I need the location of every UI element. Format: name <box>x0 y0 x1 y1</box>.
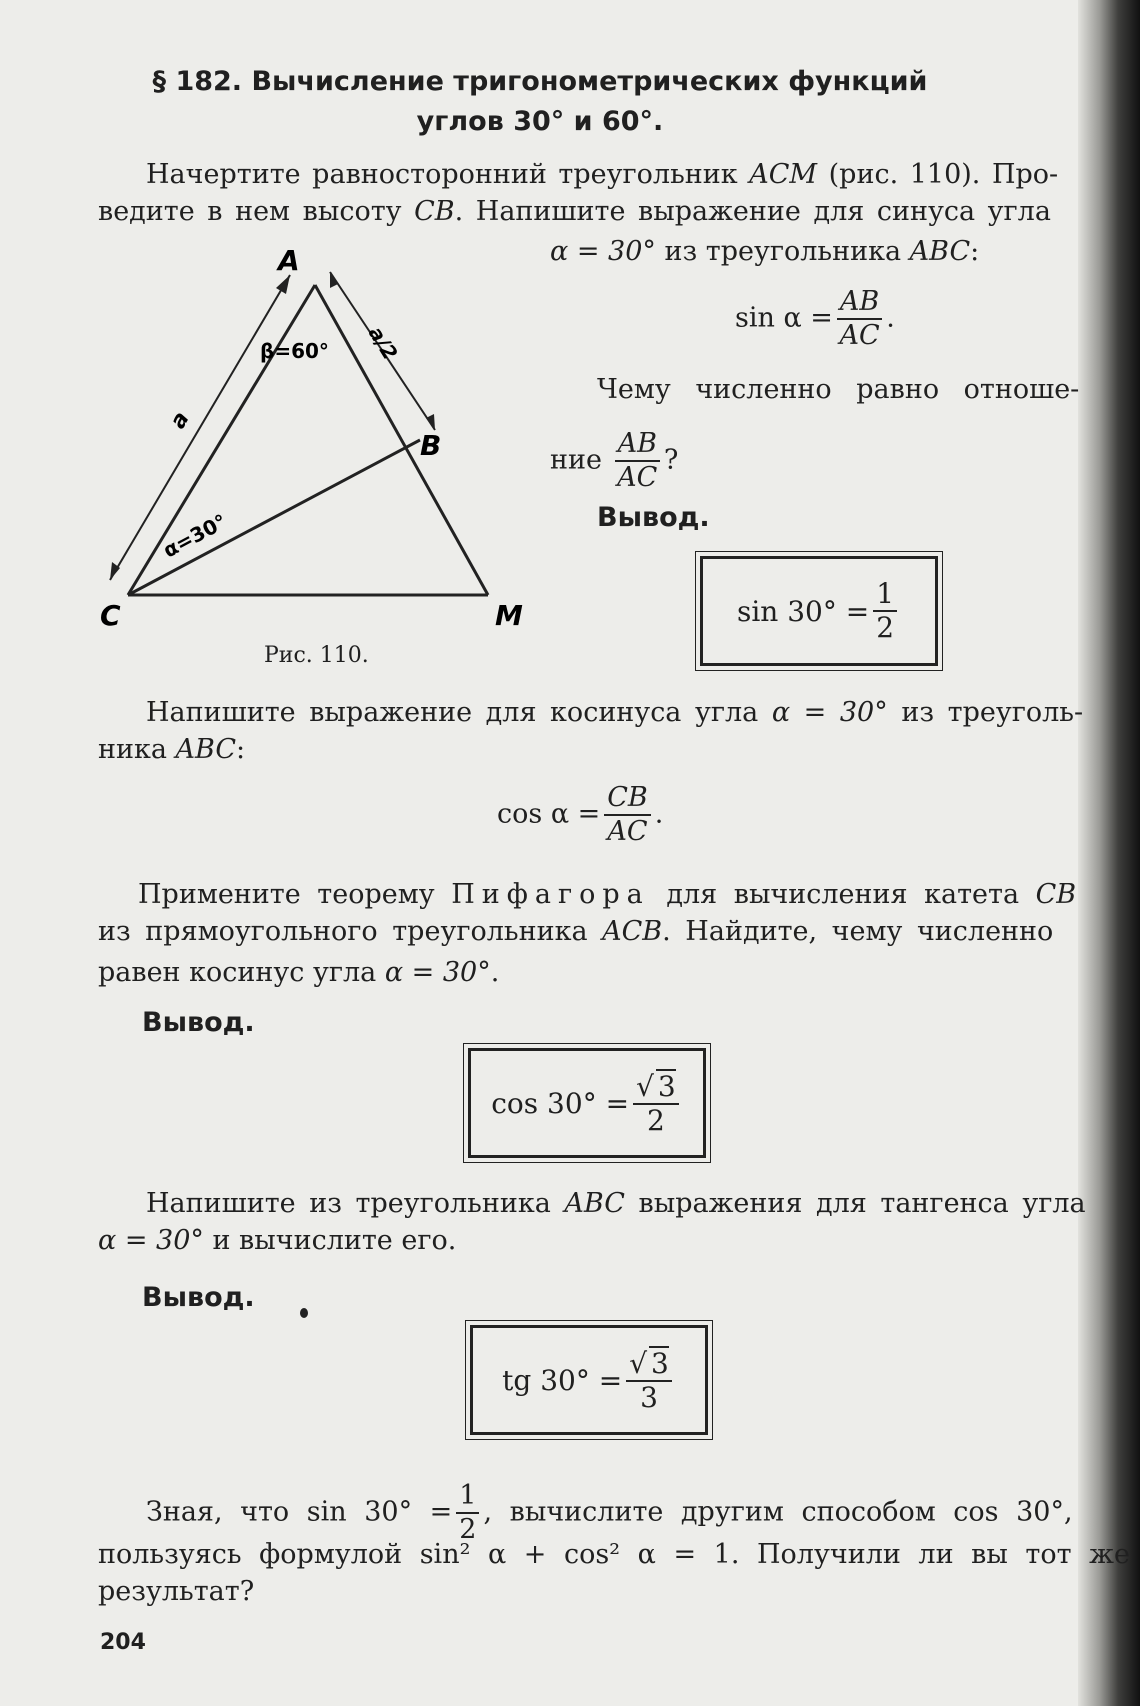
conclusion-label-2: Вывод. <box>142 1007 255 1038</box>
section-title-line1: § 182. Вычисление тригонометрических функций <box>152 66 928 97</box>
book-spine-shadow <box>1078 0 1140 1706</box>
question1-line2: ние $\frac{AB}{AC}$ ? <box>550 428 679 493</box>
ink-dot-mark <box>300 1308 308 1318</box>
side-am <box>315 285 488 595</box>
vertex-label-a: A <box>278 244 300 277</box>
side-ca <box>128 285 315 595</box>
p5-line1: Зная, что sin 30° = $\frac{1}{2}$ , вычислите другим способом cos 30°, <box>146 1480 1073 1545</box>
side-a-label: a <box>165 407 195 433</box>
p2-line2: ника ABC: <box>98 734 246 765</box>
arrow-head-half-top <box>330 272 338 288</box>
page-number: 204 <box>100 1630 146 1655</box>
answer-box-sin30: sin 30° = $\frac{1}{2}$ <box>700 556 938 666</box>
p4-line1: Напишите из треугольника ABC выражения для тангенса угла <box>146 1188 1086 1219</box>
p4-line2: α = 30° и вычислите его. <box>98 1225 457 1256</box>
arrow-head-a-top <box>276 275 290 294</box>
p3-line3: равен косинус угла α = 30°. <box>98 957 500 988</box>
height-cb <box>128 440 420 595</box>
p2-line1: Напишите выражение для косинуса угла α = 30° из треуголь- <box>146 697 1084 728</box>
vertex-label-m: M <box>495 599 523 632</box>
p3-line2: из прямоугольного треугольника ACB. Найдите, чему численно <box>98 916 1054 947</box>
vertex-label-b: B <box>420 429 442 462</box>
conclusion-label-3: Вывод. <box>142 1282 255 1313</box>
p3-line1: Примените теорему Пифагора для вычисления катета CB <box>138 879 1077 910</box>
conclusion-label-1: Вывод. <box>597 502 710 533</box>
question1-line1: Чему численно равно отноше- <box>597 374 1080 405</box>
p1-line2: ведите в нем высоту CB. Напишите выражение для синуса угла <box>98 196 1051 227</box>
cos-alpha-formula: cos α = $\frac{CB}{AC}$ . <box>497 782 664 847</box>
p1-line1: Начертите равносторонний треугольник ACM (рис. 110). Про- <box>146 159 1059 190</box>
answer-box-tg30: tg 30° = $\frac{√ 3}{3}$ <box>470 1325 708 1435</box>
section-title-line2: углов 30° и 60°. <box>416 106 664 137</box>
figure-110-triangle <box>90 240 560 660</box>
sin-alpha-formula: sin α = $\frac{AB}{AC}$ . <box>735 286 895 351</box>
answer-box-cos30: cos 30° = $\frac{√ 3}{2}$ <box>468 1048 706 1158</box>
figure-caption: Рис. 110. <box>264 643 369 668</box>
p5-line3: результат? <box>98 1576 255 1607</box>
vertex-label-c: C <box>100 599 121 632</box>
half-side-label: a/2 <box>363 321 403 365</box>
angle-alpha-label: α=30° <box>159 509 231 563</box>
p5-line2: пользуясь формулой sin² α + cos² α = 1. Получили ли вы тот же <box>98 1539 1130 1570</box>
p1-line3: α = 30° из треугольника ABC: <box>550 236 980 267</box>
angle-beta-label: β=60° <box>260 339 329 363</box>
arrow-head-half-bottom <box>426 414 435 430</box>
